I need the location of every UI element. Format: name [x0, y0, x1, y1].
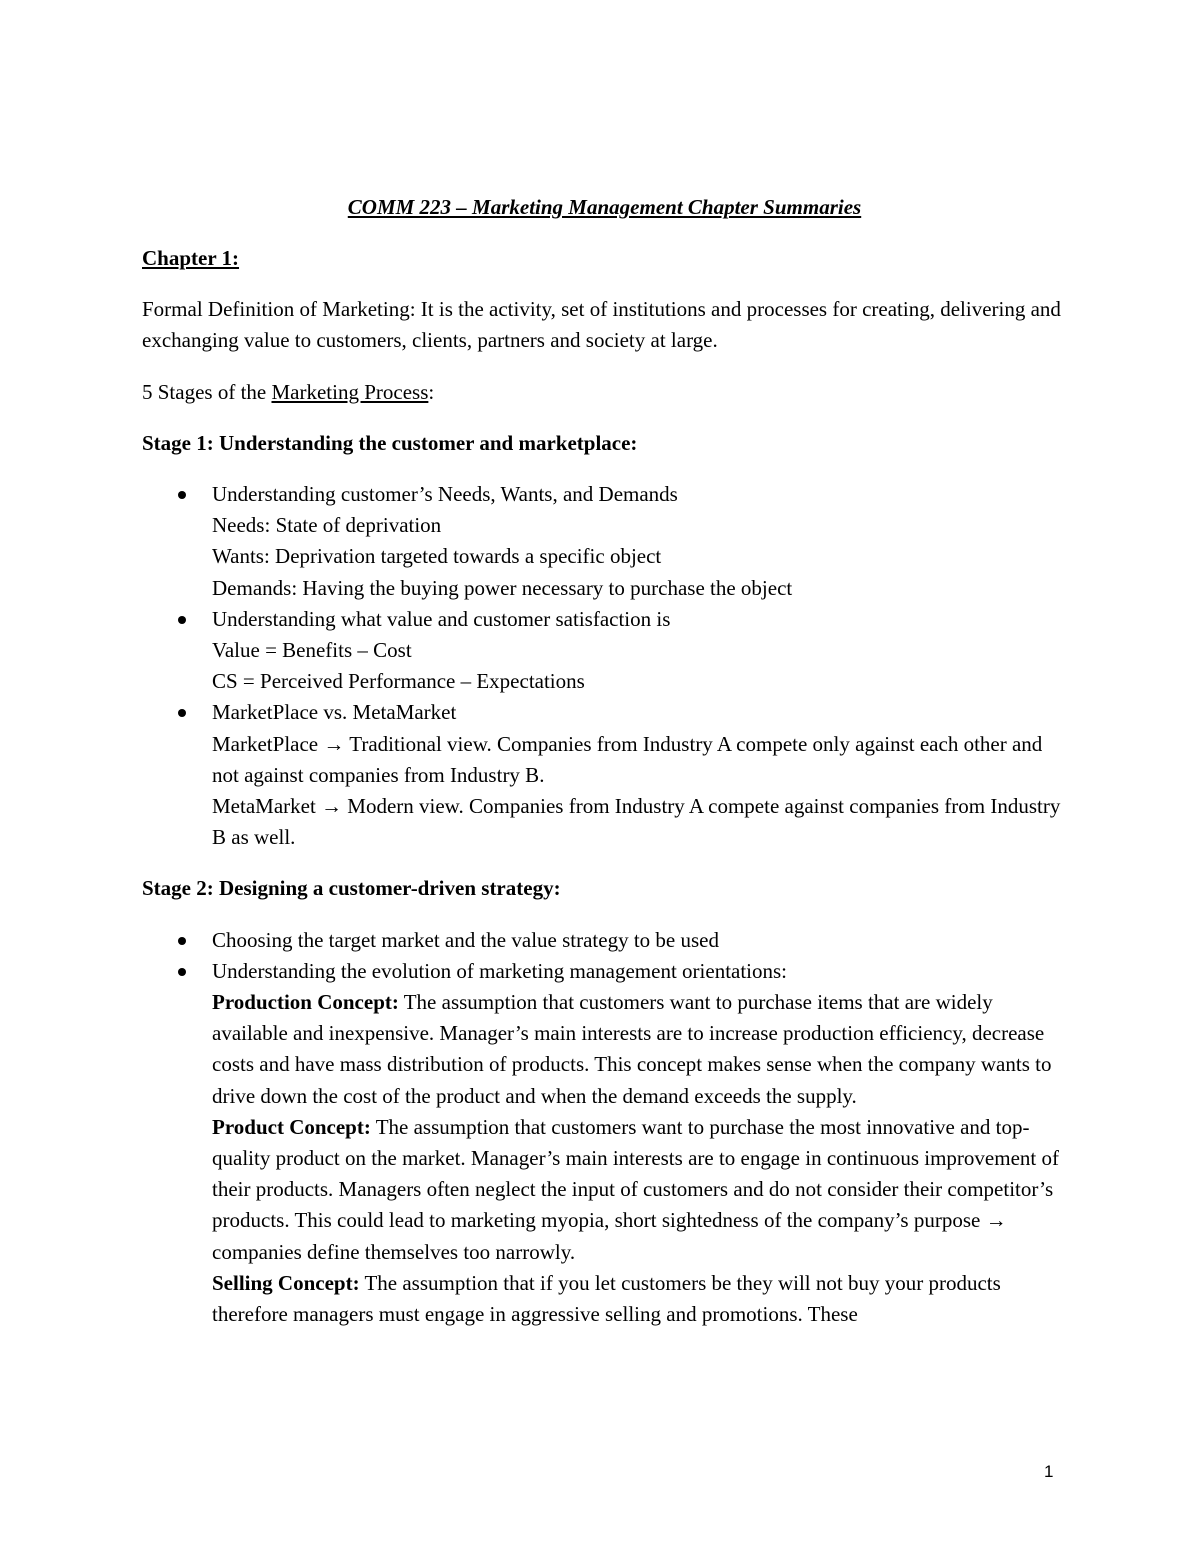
bullet-icon [178, 968, 186, 976]
list-item-detail: MetaMarket → Modern view. Companies from Industry A compete against companies from Industry B as well. [212, 794, 1061, 850]
list-item [142, 697, 1067, 853]
concept-paragraph [212, 987, 1067, 1112]
list-item-detail: Value = Benefits – Cost [212, 638, 412, 663]
list-item [142, 956, 1067, 1330]
list-item-detail: MarketPlace → Traditional view. Companies from Industry A compete only against each other and not against companies from Industry B. [212, 731, 1043, 787]
bullet-icon [178, 491, 186, 499]
list-item-detail: Needs: State of deprivation [212, 513, 442, 538]
stages-intro-suffix: : [428, 379, 435, 404]
list-item-main: Understanding the evolution of marketing management orientations: [212, 958, 788, 983]
bullet-icon [178, 616, 186, 624]
list-item [142, 479, 1067, 604]
page-number: 1 [1044, 1462, 1054, 1481]
stage-2-list [142, 925, 1067, 1331]
concept-paragraph [212, 1112, 1067, 1268]
list-item [142, 604, 1067, 698]
concept-label: Production Concept: [212, 990, 399, 1015]
list-item-main: Understanding what value and customer satisfaction is [212, 606, 671, 631]
document-title: COMM 223 – Marketing Management Chapter Summaries [347, 195, 862, 219]
list-item-main: Understanding customer’s Needs, Wants, and Demands [212, 482, 678, 507]
list-item-detail: Demands: Having the buying power necessary to purchase the object [212, 575, 793, 600]
list-item-detail: Wants: Deprivation targeted towards a specific object [212, 544, 662, 569]
list-item-main: MarketPlace vs. MetaMarket [212, 700, 457, 725]
stages-intro-prefix: 5 Stages of the [142, 379, 272, 404]
concept-text: The assumption that customers want to purchase the most innovative and top-quality product on the market. Manager’s main interests are to engage in continuous improvement of their products. Managers often neglect the input of customers and do not consider their competitor’s products. This could lead to marketing myopia, short sightedness of the company’s purpose → companies define themselves too narrowly. [212, 1114, 1059, 1264]
concept-text: The assumption that customers want to purchase items that are widely available and inexpensive. Manager’s main interests are to increase production efficiency, decrease costs and have mass distribution of products. This concept makes sense when the company wants to drive down the cost of the product and when the demand exceeds the supply. [212, 990, 1052, 1108]
chapter-heading: Chapter 1: [142, 246, 240, 270]
concept-text: The assumption that if you let customers be they will not buy your products therefore managers must engage in aggressive selling and promotions. These [212, 1270, 1001, 1327]
stage-1-list [142, 479, 1067, 853]
stage-1-heading: Stage 1: Understanding the customer and marketplace: [142, 430, 638, 455]
marketing-process-link-text: Marketing Process [271, 379, 429, 404]
bullet-icon [178, 937, 186, 945]
concept-label: Selling Concept: [212, 1270, 360, 1295]
list-item-main: Choosing the target market and the value strategy to be used [212, 927, 719, 952]
bullet-icon [178, 709, 186, 717]
marketing-definition: Formal Definition of Marketing: It is the activity, set of institutions and processes for creating, delivering and exchanging value to customers, clients, partners and society at large. [142, 297, 1061, 353]
stages-intro [142, 377, 1067, 408]
document-page [142, 192, 1067, 1350]
list-item [142, 925, 1067, 956]
concept-label: Product Concept: [212, 1114, 371, 1139]
list-item-detail: CS = Perceived Performance – Expectations [212, 669, 585, 694]
concept-paragraph [212, 1268, 1067, 1330]
stage-2-heading: Stage 2: Designing a customer-driven strategy: [142, 876, 561, 901]
